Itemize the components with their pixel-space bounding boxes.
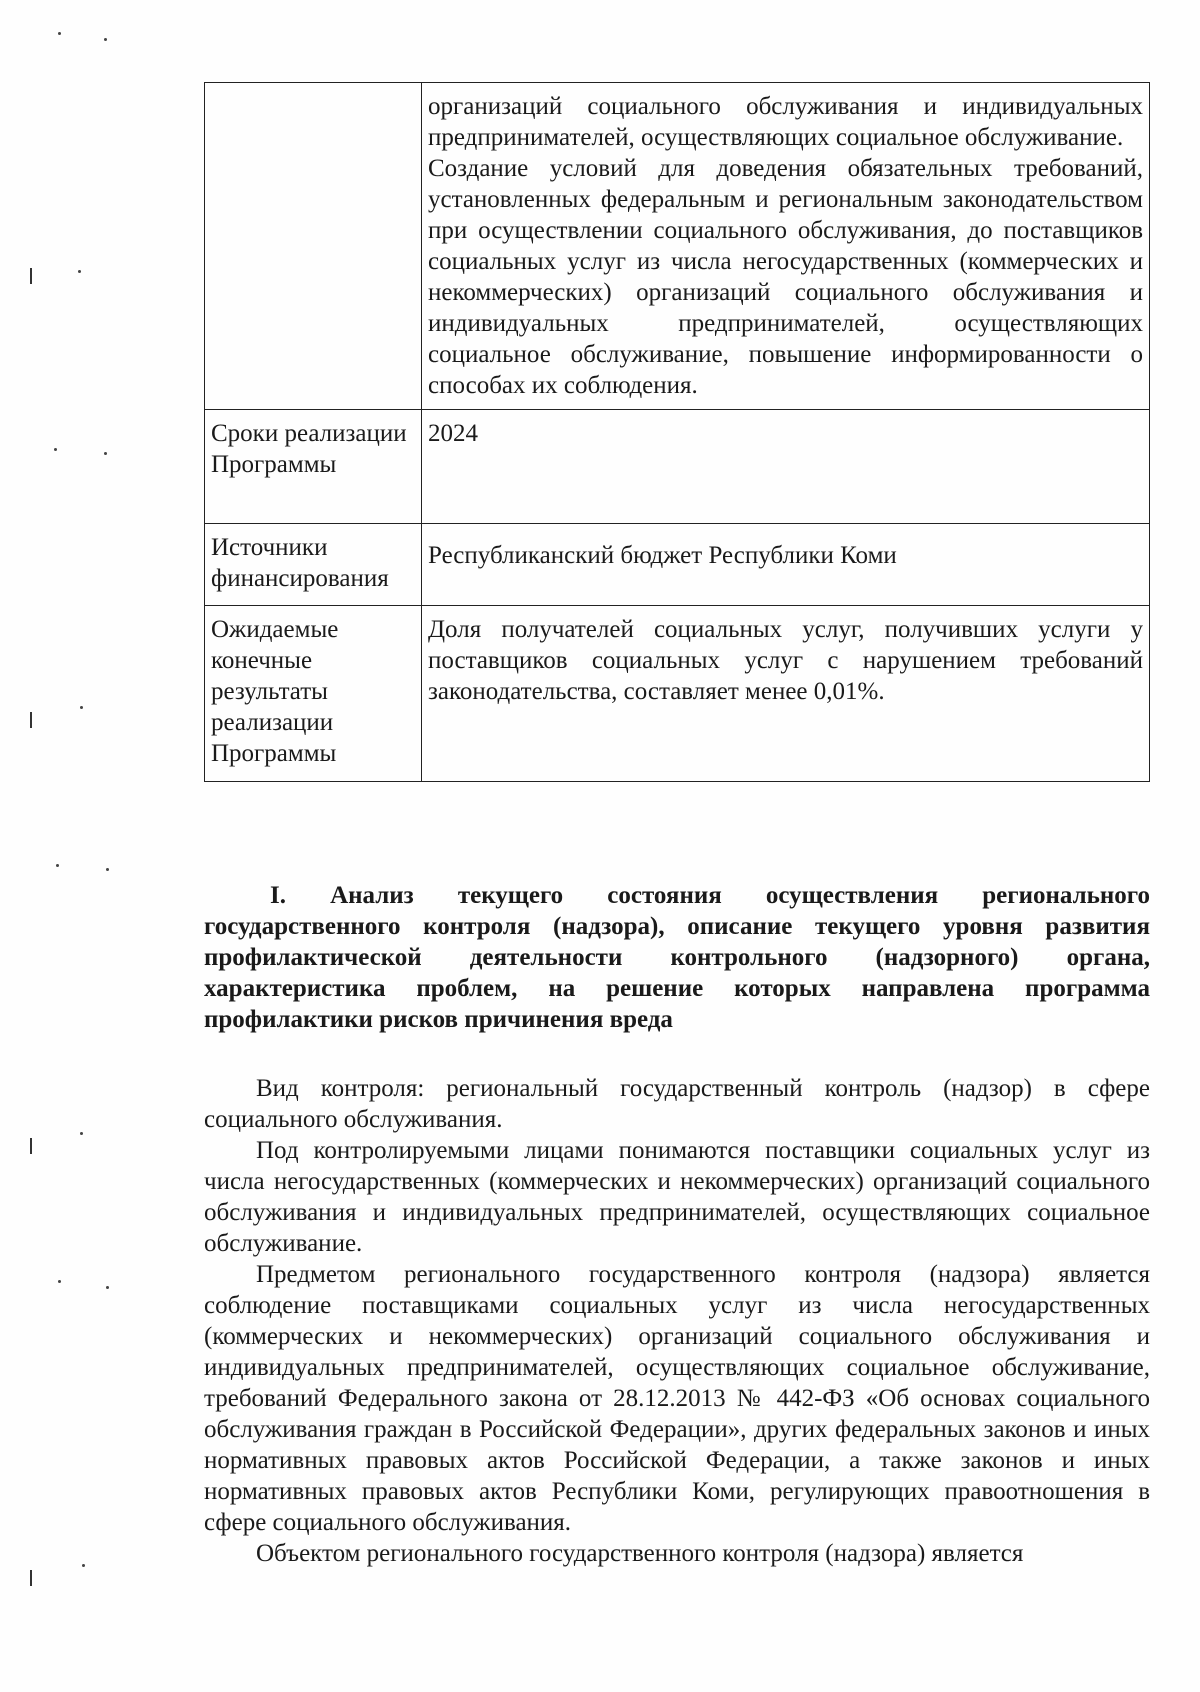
body-paragraph: Объектом регионального государственного контроля (надзора) является — [256, 1540, 1024, 1567]
scan-speck — [82, 1564, 85, 1567]
scan-mark — [30, 1570, 32, 1586]
table-row — [205, 524, 1150, 606]
scan-mark — [30, 268, 32, 284]
row-content — [422, 524, 1150, 606]
table-row — [205, 606, 1150, 782]
content-paragraph: организаций социального обслуживания и индивидуальных предпринимателей, осуществляющих социальное обслуживание. — [428, 93, 1143, 151]
section-heading — [204, 880, 1150, 1035]
scan-speck — [58, 32, 61, 35]
row-label — [205, 83, 422, 410]
row-content — [422, 606, 1150, 782]
program-passport-table — [204, 82, 1150, 782]
row-label: Источники финансирования — [205, 524, 422, 606]
body-paragraph: Вид контроля: региональный государственный контроль (надзор) в сфере социального обслуживания. — [204, 1075, 1150, 1133]
row-content — [422, 83, 1150, 410]
scan-speck — [104, 38, 107, 41]
scan-speck — [78, 270, 81, 273]
content-paragraph: Доля получателей социальных услуг, получивших услуги у поставщиков социальных услуг с нарушением требований законодательства, составляет менее 0,01%. — [428, 616, 1143, 705]
row-label: Ожидаемые конечные результаты реализации Программы — [205, 606, 422, 782]
scan-speck — [58, 1280, 61, 1283]
scan-speck — [80, 706, 83, 709]
scan-speck — [106, 868, 109, 871]
content-paragraph: Создание условий для доведения обязательных требований, установленных федеральным и региональным законодательством при осуществлении социального обслуживания, до поставщиков социальных услуг из числа негосударственных (коммерческих и некоммерческих) организаций социального обслуживания и индивидуальных предпринимателей, осуществляющих социальное обслуживание, повышение информированности о способах их соблюдения. — [428, 155, 1143, 399]
body-paragraph: Под контролируемыми лицами понимаются поставщики социальных услуг из числа негосударственных (коммерческих и некоммерческих) организаций социального обслуживания и индивидуальных предпринимателей, осуществляющих социальное обслуживание. — [204, 1137, 1150, 1257]
scan-mark — [30, 712, 32, 728]
content-paragraph: 2024 — [428, 420, 478, 447]
row-content — [422, 410, 1150, 524]
scan-mark — [30, 1138, 32, 1154]
scan-speck — [54, 448, 57, 451]
scan-speck — [104, 452, 107, 455]
scan-speck — [80, 1132, 83, 1135]
scan-speck — [56, 864, 59, 867]
table-row — [205, 83, 1150, 410]
scan-speck — [106, 1286, 109, 1289]
row-label: Сроки реализации Программы — [205, 410, 422, 524]
section-number: I. — [270, 882, 286, 909]
content-paragraph: Республиканский бюджет Республики Коми — [428, 542, 897, 569]
body-paragraph: Предметом регионального государственного контроля (надзора) является соблюдение поставщиками социальных услуг из числа негосударственных (коммерческих и некоммерческих) организаций социального обслуживания и индивидуальных предпринимателей, осуществляющих социальное обслуживание, требований Федерального закона от 28.12.2013 № 442-ФЗ «Об основах социального обслуживания граждан в Российской Федерации», других федеральных законов и иных нормативных правовых актов Российской Федерации, а также законов и иных нормативных правовых актов Республики Коми, регулирующих правоотношения в сфере социального обслуживания. — [204, 1261, 1150, 1536]
section-title: Анализ текущего состояния осуществления регионального государственного контроля (надзора), описание текущего уровня развития профилактической деятельности контрольного (надзорного) органа, характеристика проблем, на решение которых направлена программа профилактики рисков причинения вреда — [204, 882, 1150, 1033]
table-row — [205, 410, 1150, 524]
body-text — [204, 1073, 1150, 1569]
